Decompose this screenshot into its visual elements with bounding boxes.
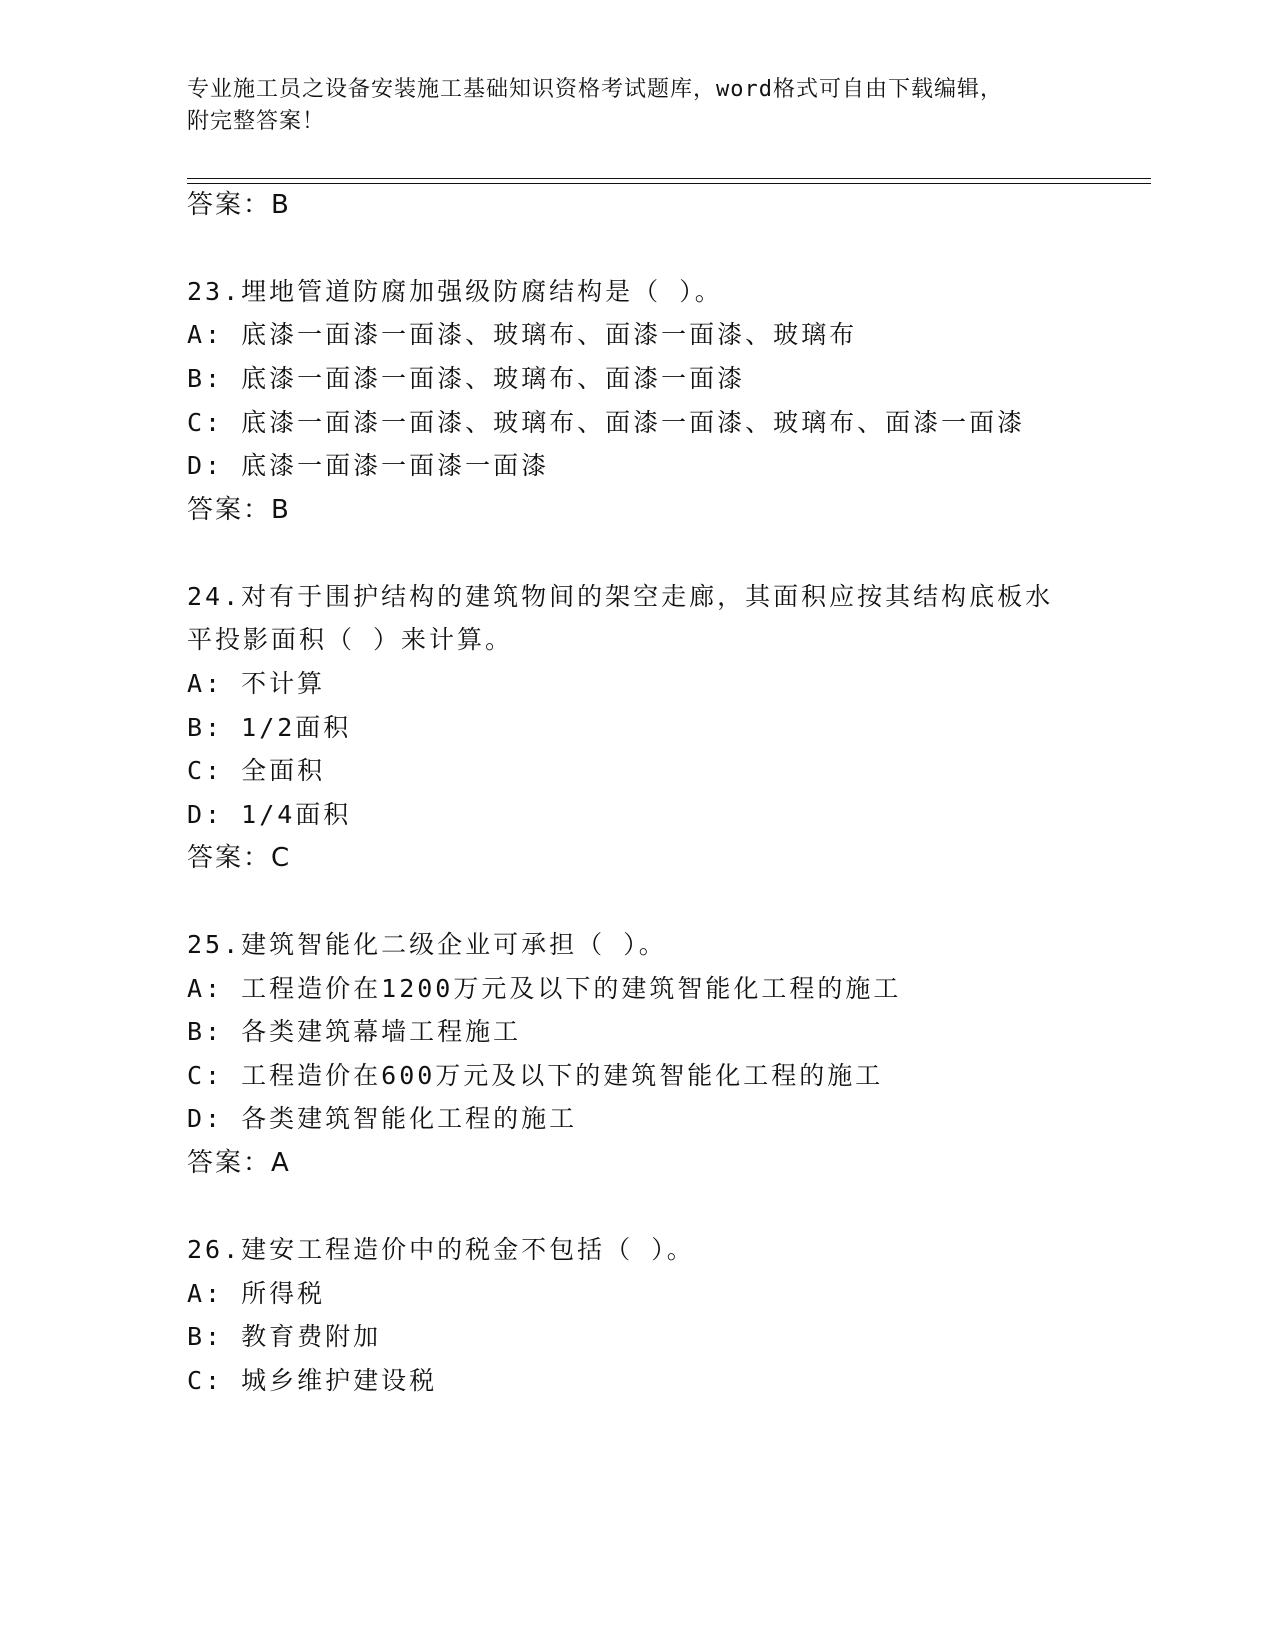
question-23-option-b: B: 底漆一面漆一面漆、玻璃布、面漆一面漆: [187, 364, 746, 393]
question-24-stem-line-2: 平投影面积（ ）来计算。: [187, 625, 514, 654]
question-25-option-d: D: 各类建筑智能化工程的施工: [187, 1104, 578, 1133]
question-24-option-d: D: 1/4面积: [187, 800, 352, 829]
header-line-1: 专业施工员之设备安装施工基础知识资格考试题库，word格式可自由下载编辑，: [187, 77, 1003, 102]
question-26-option-c: C: 城乡维护建设税: [187, 1366, 438, 1395]
question-25-stem: 25.建筑智能化二级企业可承担（ ）。: [187, 930, 667, 959]
question-24-option-c: C: 全面积: [187, 756, 326, 785]
question-23-option-d: D: 底漆一面漆一面漆一面漆: [187, 451, 550, 480]
question-24-option-b: B: 1/2面积: [187, 713, 352, 742]
question-25-option-c: C: 工程造价在600万元及以下的建筑智能化工程的施工: [187, 1061, 884, 1090]
question-23-option-a: A: 底漆一面漆一面漆、玻璃布、面漆一面漆、玻璃布: [187, 320, 858, 349]
header-rule-bottom: [187, 183, 1151, 184]
question-23-answer: 答案：B: [187, 495, 291, 525]
question-24-answer: 答案：C: [187, 843, 292, 873]
question-25-option-b: B: 各类建筑幕墙工程施工: [187, 1017, 522, 1046]
question-25-option-a: A: 工程造价在1200万元及以下的建筑智能化工程的施工: [187, 974, 902, 1003]
question-24-stem-line-1: 24.对有于围护结构的建筑物间的架空走廊，其面积应按其结构底板水: [187, 582, 1054, 611]
question-25-answer: 答案：A: [187, 1148, 291, 1178]
document-header: [187, 74, 1087, 138]
answer-prev: 答案：B: [187, 190, 291, 220]
question-24-option-a: A: 不计算: [187, 669, 326, 698]
question-26-option-b: B: 教育费附加: [187, 1322, 382, 1351]
header-line-2: 附完整答案！: [187, 109, 326, 134]
question-23-stem: 23.埋地管道防腐加强级防腐结构是（ ）。: [187, 277, 723, 306]
question-23-option-c: C: 底漆一面漆一面漆、玻璃布、面漆一面漆、玻璃布、面漆一面漆: [187, 408, 1026, 437]
header-rule-top: [187, 178, 1151, 179]
question-26-option-a: A: 所得税: [187, 1279, 326, 1308]
question-26-stem: 26.建安工程造价中的税金不包括（ ）。: [187, 1235, 695, 1264]
